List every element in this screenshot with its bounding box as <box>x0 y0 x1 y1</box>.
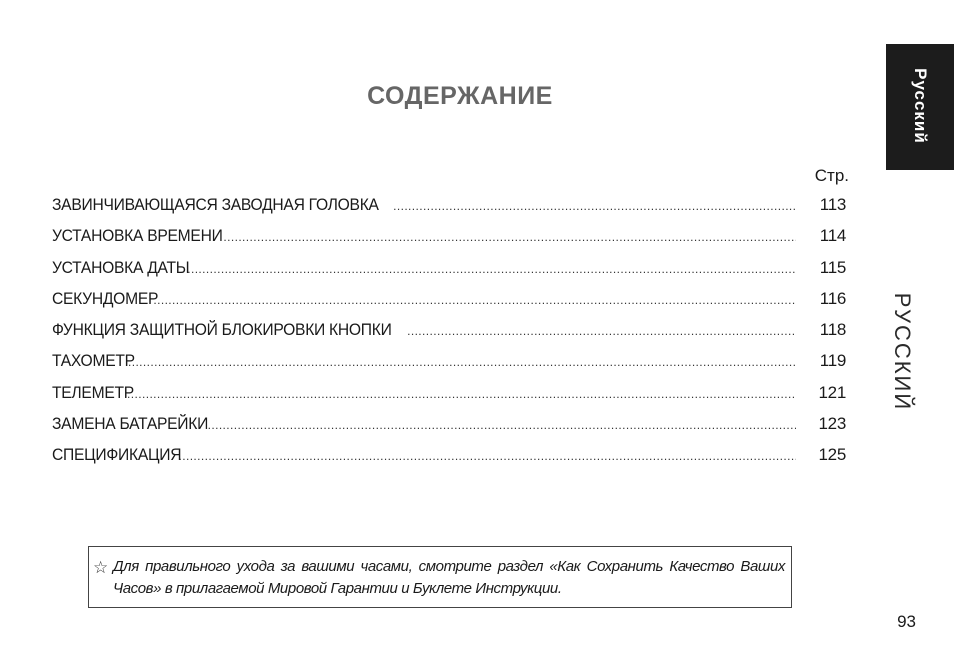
toc-entry-label: ЗАМЕНА БАТАРЕЙКИ <box>52 414 209 434</box>
toc-entry-page: 118 <box>819 320 846 340</box>
language-side-label: РУССКИЙ <box>890 292 915 412</box>
toc-entry-page: 114 <box>819 226 846 246</box>
toc-entry[interactable] <box>52 226 846 257</box>
care-note-text: Для правильного ухода за вашими часами, смотрите раздел «Как Сохранить Качество Ваших Часов» в прилагаемой Мировой Гарантии и Буклете Инструкции. <box>113 558 785 597</box>
toc-leader-dots <box>393 199 796 213</box>
toc-entry[interactable] <box>52 320 846 351</box>
star-outline-icon: ☆ <box>93 558 109 577</box>
toc-entry-label: ФУНКЦИЯ ЗАЩИТНОЙ БЛОКИРОВКИ КНОПКИ <box>52 320 392 340</box>
toc-leader-dots <box>208 418 796 432</box>
care-note-box <box>88 546 792 608</box>
toc-entry-page: 115 <box>819 257 846 277</box>
toc-leader-dots <box>179 449 797 463</box>
toc-leader-dots <box>128 355 796 369</box>
toc-entry-label: СПЕЦИФИКАЦИЯ <box>52 445 182 465</box>
toc-leader-dots <box>187 262 796 276</box>
table-of-contents <box>52 195 846 477</box>
toc-leader-dots <box>127 387 796 401</box>
toc-entry[interactable] <box>52 445 846 476</box>
toc-entry-page: 113 <box>819 195 846 214</box>
toc-entry[interactable] <box>52 289 846 320</box>
toc-entry-page: 123 <box>818 414 846 434</box>
language-tab-label: Русский <box>911 68 930 144</box>
toc-entry[interactable] <box>52 258 846 289</box>
toc-entry[interactable] <box>52 414 846 445</box>
toc-entry-label: ЗАВИНЧИВАЮЩАЯСЯ ЗАВОДНАЯ ГОЛОВКА <box>52 195 379 214</box>
toc-entry-label: СЕКУНДОМЕР <box>52 288 159 308</box>
page-column-label: Стр. <box>814 166 849 185</box>
toc-entry-page: 119 <box>819 351 846 371</box>
language-tab <box>886 44 954 170</box>
toc-entry-page: 116 <box>819 288 846 308</box>
page-title: СОДЕРЖАНИЕ <box>367 82 553 110</box>
toc-entry[interactable] <box>52 351 846 382</box>
toc-entry-label: ТЕЛЕМЕТР <box>52 382 134 402</box>
toc-leader-dots <box>407 324 796 338</box>
toc-entry-label: УСТАНОВКА ДАТЫ <box>52 257 190 277</box>
toc-leader-dots <box>223 230 796 244</box>
toc-leader-dots <box>153 293 796 307</box>
toc-entry[interactable] <box>52 383 846 414</box>
toc-entry-page: 125 <box>818 445 846 465</box>
toc-entry[interactable] <box>52 195 846 226</box>
toc-entry-label: УСТАНОВКА ВРЕМЕНИ <box>52 226 223 246</box>
page-number: 93 <box>897 612 916 631</box>
toc-entry-label: ТАХОМЕТР <box>52 351 135 371</box>
toc-entry-page: 121 <box>818 382 846 402</box>
